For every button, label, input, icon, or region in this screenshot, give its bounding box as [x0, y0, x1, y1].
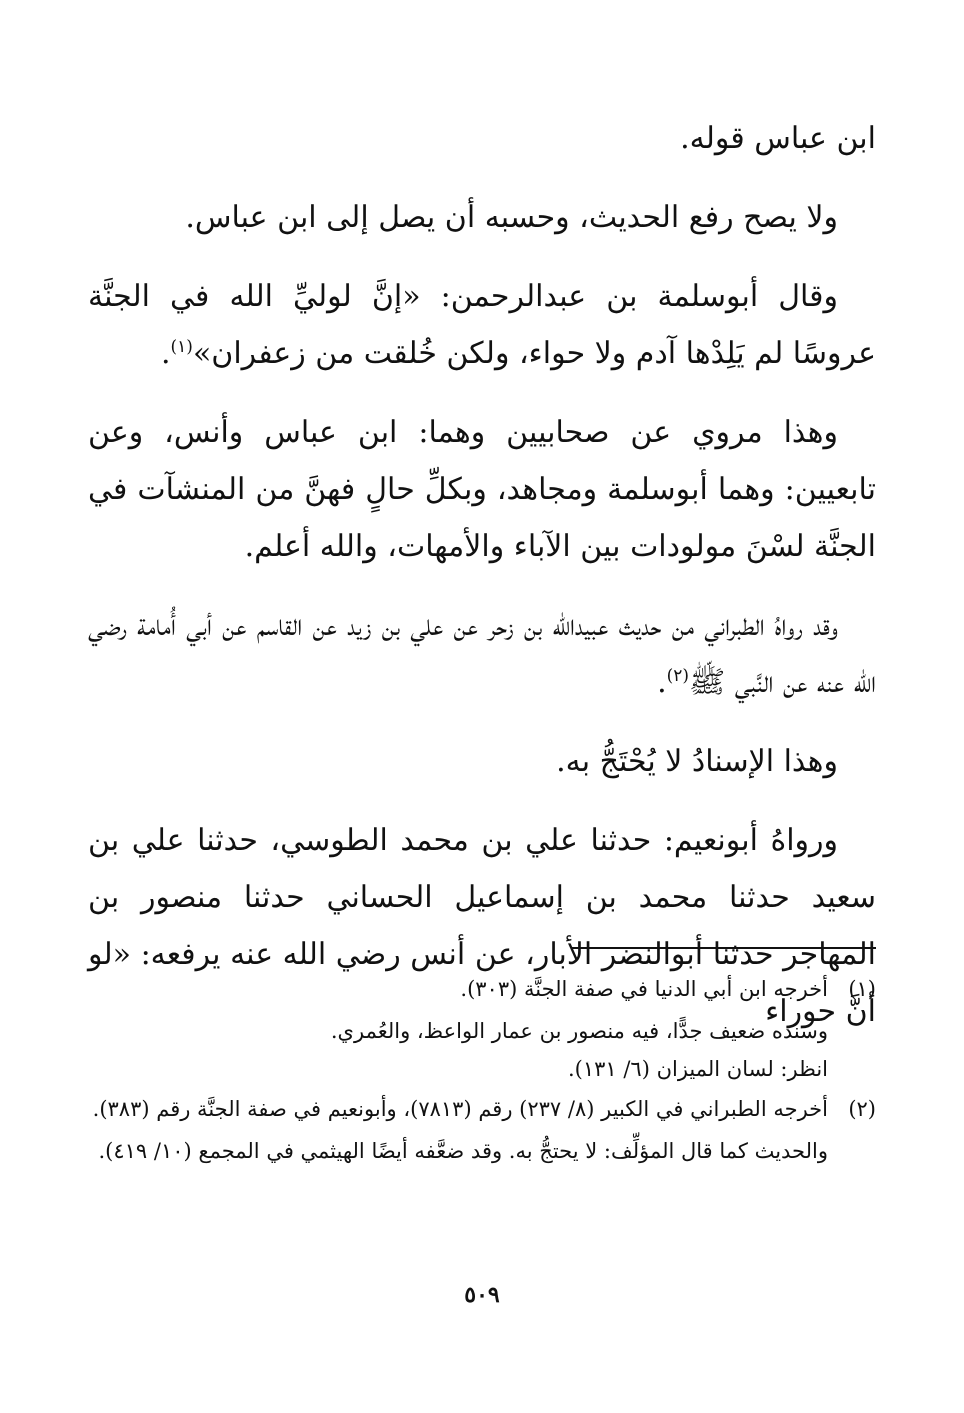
footnote-line: أخرجه الطبراني في الكبير (٨/ ٢٣٧) رقم (٧٨١٣)، وأبونعيم في صفة الجنَّة رقم (٣٨٣). — [92, 1097, 828, 1121]
paragraph-1 — [88, 110, 876, 167]
paragraph-2 — [88, 189, 876, 246]
paragraph-5 — [88, 597, 876, 711]
paragraph-text: وقال أبوسلمة بن عبدالرحمن: «إنَّ لوليِّ الله في الجنَّة عروسًا لم يَلِدْها آدم ولا حواء، ولكن خُلقت من زعفران» — [88, 279, 876, 371]
paragraph-text: وهذا مروي عن صحابيين وهما: ابن عباس وأنس، وعن تابعيين: وهما أبوسلمة ومجاهد، وبكلِّ حالٍ فهنَّ من المنشآت في الجنَّة لسْنَ مولودات بين الآباء والأمهات، والله أعلم. — [88, 415, 876, 564]
footnote-body — [88, 1090, 828, 1128]
paragraph-4 — [88, 404, 876, 575]
footnote-line: وسنده ضعيف جدًّا، فيه منصور بن عمار الواعظ، والعُمري. — [330, 1019, 828, 1043]
paragraph-3 — [88, 268, 876, 382]
footnote-marker-1: (١) — [170, 337, 193, 357]
footnote-number: (١) — [848, 977, 876, 1001]
footnote-line: انظر: لسان الميزان (٦/ ١٣١). — [567, 1057, 828, 1081]
footnote-1-note — [88, 1012, 876, 1088]
main-text — [88, 110, 876, 1062]
footnote-body — [88, 970, 828, 1008]
footnote-line: أخرجه ابن أبي الدنيا في صفة الجنَّة (٣٠٣). — [460, 977, 828, 1001]
paragraph-end: . — [160, 336, 171, 371]
footnote-line: والحديث كما قال المؤلِّف: لا يحتجُّ به. وقد ضعَّفه أيضًا الهيثمي في المجمع (١٠/ ٤١٩). — [98, 1139, 828, 1163]
footnote-2 — [88, 1090, 876, 1128]
footnotes — [88, 970, 876, 1172]
paragraph-text: ابن عباس قوله. — [680, 121, 876, 156]
footnote-1 — [88, 970, 876, 1008]
paragraph-text: وهذا الإسنادُ لا يُحْتَجُّ به. — [556, 744, 838, 779]
paragraph-end: . — [657, 665, 667, 700]
paragraph-text: ورواهُ أبونعيم: حدثنا علي بن محمد الطوسي، حدثنا علي بن سعيد حدثنا محمد بن إسماعيل الحساني حدثنا منصور بن المهاجر حدثنا أبوالنضر الأبار، عن أنس رضي الله عنه يرفعه: «لو أنَّ حوراء — [88, 823, 876, 1029]
paragraph-6 — [88, 733, 876, 790]
footnote-marker-2: (٢) — [666, 666, 690, 686]
page-number: ٥٠٩ — [464, 1282, 500, 1308]
footnote-separator — [572, 947, 876, 949]
footnote-2-note — [88, 1132, 876, 1170]
footnote-number: (٢) — [848, 1097, 876, 1121]
paragraph-text: ولا يصح رفع الحديث، وحسبه أن يصل إلى ابن عباس. — [185, 200, 838, 235]
paragraph-text: وقد رواهُ الطبراني من حديث عبيدالله بن زحر عن علي بن زيد عن القاسم عن أبي أُمامة رضي الله عنه عن النَّبي ﷺ — [88, 608, 876, 700]
